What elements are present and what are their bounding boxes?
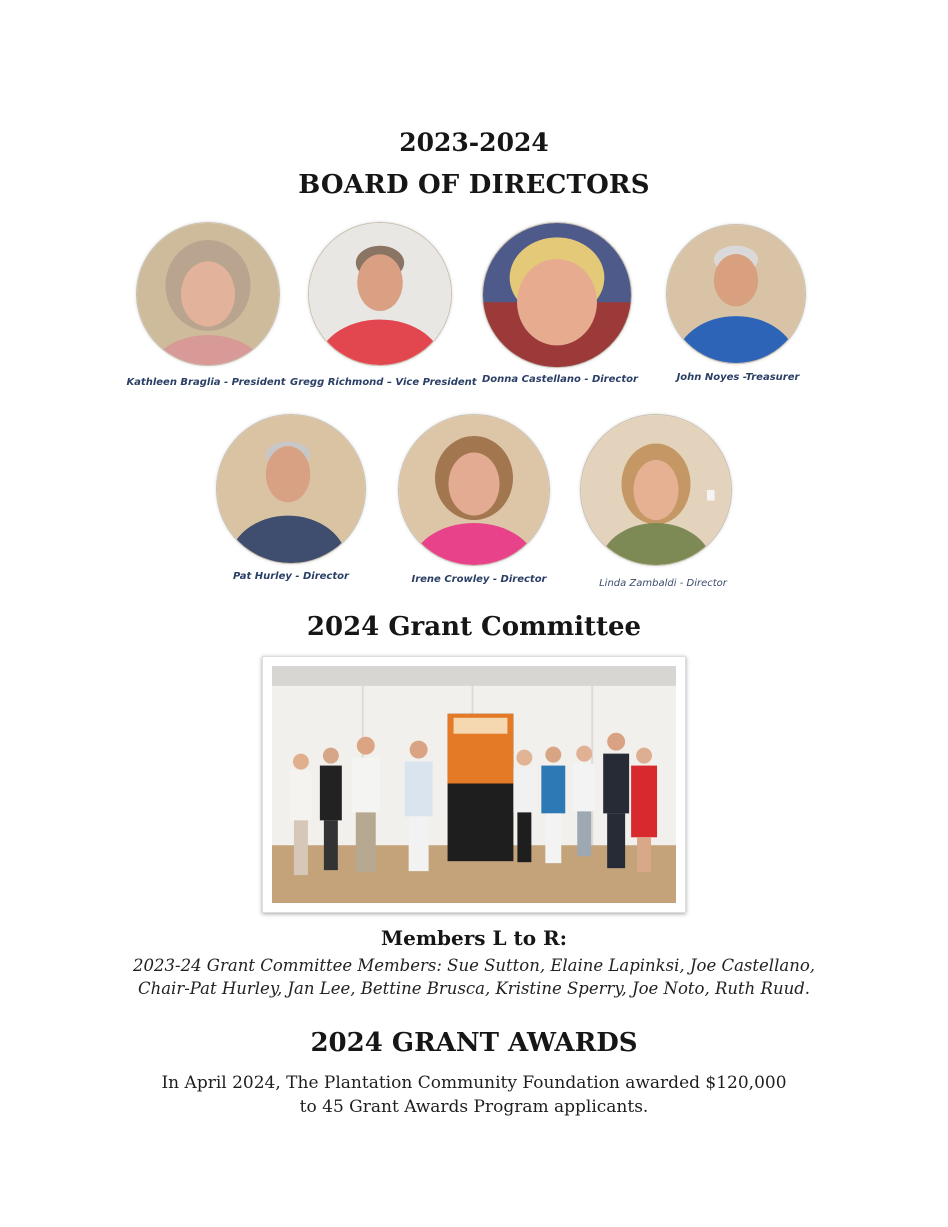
caption-irene-crowley: Irene Crowley - Director	[411, 574, 547, 585]
portrait-irene-crowley	[398, 414, 550, 566]
caption-donna-castellano: Donna Castellano - Director	[482, 374, 638, 385]
members-heading: Members L to R:	[380, 926, 568, 950]
grant-committee-heading: 2024 Grant Committee	[306, 612, 642, 642]
grant-committee-group-photo	[262, 656, 686, 913]
portrait-linda-zambaldi	[580, 414, 732, 566]
caption-kathleen-braglia: Kathleen Braglia - President	[126, 377, 286, 388]
caption-john-noyes: John Noyes -Treasurer	[676, 372, 800, 383]
caption-pat-hurley: Pat Hurley - Director	[233, 571, 349, 582]
portrait-pat-hurley	[216, 414, 366, 564]
portrait-donna-castellano	[482, 222, 632, 368]
portrait-gregg-richmond	[308, 222, 452, 366]
grant-awards-heading: 2024 GRANT AWARDS	[310, 1028, 638, 1058]
portrait-john-noyes	[666, 224, 806, 364]
caption-gregg-richmond: Gregg Richmond – Vice President	[290, 377, 477, 388]
board-of-directors-heading: BOARD OF DIRECTORS	[298, 170, 650, 200]
grant-awards-text-line-2: to 45 Grant Awards Program applicants.	[299, 1097, 649, 1117]
members-list-line-2: Chair-Pat Hurley, Jan Lee, Bettine Brusca, Kristine Sperry, Joe Noto, Ruth Ruud.	[137, 979, 811, 998]
caption-linda-zambaldi: Linda Zambaldi - Director	[599, 578, 727, 589]
portrait-kathleen-braglia	[136, 222, 280, 366]
grant-awards-text-line-1: In April 2024, The Plantation Community Foundation awarded $120,000	[161, 1073, 787, 1093]
board-years-heading: 2023-2024	[399, 128, 549, 157]
members-list-line-1: 2023-24 Grant Committee Members: Sue Sutton, Elaine Lapinksi, Joe Castellano,	[133, 956, 815, 975]
